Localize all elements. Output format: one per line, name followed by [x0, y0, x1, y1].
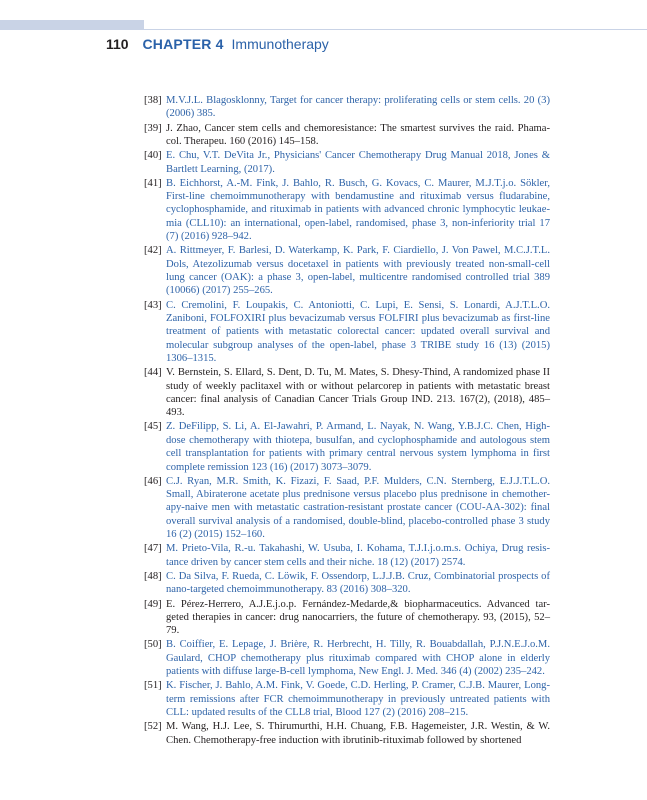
- reference-number: [48]: [144, 570, 162, 582]
- reference-number: [45]: [144, 421, 162, 433]
- reference-item: [144, 679, 550, 719]
- reference-text[interactable]: Z. DeFilipp, S. Li, A. El-Jawahri, P. Armand, L. Nayak, N. Wang, Y.B.J.C. Chen, High-dose chemotherapy with thiotepa, busulfan, and cyclophosphamide and autologous stem cell transplantation for patients with primary central nervous system lymphoma in first complete remission 123 (16) (2017) 3073–3079.: [166, 421, 550, 473]
- reference-text: V. Bernstein, S. Ellard, S. Dent, D. Tu, M. Mates, S. Dhesy-Thind, A randomized phase II study of weekly paclitaxel with or without pelarcorep in patients with metastatic breast cancer: final analysis of Canadian Cancer Trials Group IND. 213. 167(2), (2018), 485–493.: [166, 367, 550, 419]
- reference-text[interactable]: B. Coiffier, E. Lepage, J. Brière, R. Herbrecht, H. Tilly, R. Bouabdallah, P.J.N.E.J.o.M. Gaulard, CHOP chemotherapy plus rituximab compared with CHOP alone in elderly patients with diffuse large-B-cell lymphoma, New Engl. J. Med. 346 (4) (2002) 235–242.: [166, 639, 550, 678]
- reference-item: [144, 420, 550, 473]
- reference-item: [144, 570, 550, 597]
- reference-number: [50]: [144, 639, 162, 651]
- reference-item: [144, 720, 550, 747]
- reference-item: [144, 299, 550, 366]
- reference-item: [144, 149, 550, 176]
- reference-text: E. Pérez-Herrero, A.J.E.j.o.p. Fernández-Medarde,& biopharmaceutics. Advanced tar-geted therapies in cancer: drug nanocarriers, the future of chemotherapy. 93, (2015), 52–79.: [166, 598, 550, 637]
- reference-number: [44]: [144, 367, 162, 379]
- reference-number: [47]: [144, 543, 162, 555]
- reference-item: [144, 244, 550, 297]
- reference-number: [49]: [144, 598, 162, 610]
- reference-text[interactable]: C.J. Ryan, M.R. Smith, K. Fizazi, F. Saad, P.F. Mulders, C.N. Sternberg, E.J.J.T.L.O. Small, Abiraterone acetate plus prednisone versus placebo plus prednisone in chemother-apy-naive men with metastatic castration-resistant prostate cancer (COU-AA-302): final overall survival analysis of a randomised, double-blind, placebo-controlled phase 3 study 16 (2) (2015) 152–160.: [166, 475, 550, 541]
- reference-text: M. Wang, H.J. Lee, S. Thirumurthi, H.H. Chuang, F.B. Hagemeister, J.R. Westin, & W. Chen. Chemotherapy-free induction with ibrutinib-rituximab followed by shortened: [166, 721, 550, 746]
- reference-number: [42]: [144, 245, 162, 257]
- reference-number: [41]: [144, 177, 162, 189]
- reference-item: [144, 366, 550, 419]
- reference-text[interactable]: B. Eichhorst, A.-M. Fink, J. Bahlo, R. Busch, G. Kovacs, C. Maurer, M.J.T.j.o. Sökler, First-line chemoimmunotherapy with bendamustine and rituximab versus fludarabine, cyclophosphamide, and rituximab in patients with advanced chronic lymphocytic leukae-mia (CLL10): an international, open-label, randomised, phase 3, non-inferiority trial 17 (7) (2016) 928–942.: [166, 177, 550, 243]
- reference-number: [51]: [144, 680, 162, 692]
- reference-list: [144, 94, 550, 748]
- reference-item: [144, 122, 550, 149]
- reference-item: [144, 475, 550, 542]
- reference-text[interactable]: E. Chu, V.T. DeVita Jr., Physicians' Cancer Chemotherapy Drug Manual 2018, Jones & Bartlett Learning, (2017).: [166, 150, 550, 175]
- reference-text: J. Zhao, Cancer stem cells and chemoresistance: The smartest survives the raid. Phama-col. Therapeu. 160 (2016) 145–158.: [166, 122, 550, 147]
- reference-number: [40]: [144, 150, 162, 162]
- reference-item: [144, 542, 550, 569]
- reference-text[interactable]: A. Rittmeyer, F. Barlesi, D. Waterkamp, K. Park, F. Ciardiello, J. Von Pawel, M.C.J.T.L. Dols, Atezolizumab versus docetaxel in patients with previously treated non-small-cell lung cancer (OAK): a phase 3, open-label, multicentre randomised controlled trial 389 (10066) (2017) 255–265.: [166, 245, 550, 297]
- reference-text[interactable]: K. Fischer, J. Bahlo, A.M. Fink, V. Goede, C.D. Herling, P. Cramer, C.J.B. Maurer, Long-term remissions after FCR chemoimmunotherapy in previously untreated patients with CLL: updated results of the CLL8 trial, Blood 127 (2) (2016) 208–215.: [166, 680, 550, 719]
- chapter-label: CHAPTER 4: [142, 36, 224, 52]
- reference-item: [144, 638, 550, 678]
- reference-text[interactable]: M. Prieto-Vila, R.-u. Takahashi, W. Usuba, I. Kohama, T.J.I.j.o.m.s. Ochiya, Drug resis-tance driven by cancer stem cells and their niche. 18 (12) (2017) 2574.: [166, 543, 550, 568]
- reference-item: [144, 598, 550, 638]
- reference-item: [144, 94, 550, 121]
- reference-number: [52]: [144, 721, 162, 733]
- header-rule: [144, 29, 647, 30]
- reference-item: [144, 177, 550, 244]
- reference-number: [39]: [144, 122, 162, 134]
- reference-text[interactable]: C. Da Silva, F. Rueda, C. Löwik, F. Ossendorp, L.J.J.B. Cruz, Combinatorial prospects of nano-targeted chemoimmunotherapy. 83 (2016) 308–320.: [166, 570, 550, 596]
- reference-number: [38]: [144, 95, 162, 106]
- reference-number: [43]: [144, 299, 162, 311]
- running-header: [106, 35, 329, 53]
- header-accent-bar: [0, 20, 144, 30]
- reference-text[interactable]: M.V.J.L. Blagosklonny, Target for cancer therapy: proliferating cells or stem cells. 20 (3) (2006) 385.: [166, 95, 550, 120]
- reference-number: [46]: [144, 475, 162, 487]
- page-number: 110: [106, 36, 129, 52]
- reference-text[interactable]: C. Cremolini, F. Loupakis, C. Antoniotti, C. Lupi, E. Sensi, S. Lonardi, A.J.T.L.O. Zaniboni, FOLFOXIRI plus bevacizumab versus FOLFIRI plus bevacizumab as first-line treatment of patients with metastatic colorectal cancer: updated overall survival and molecular subgroup analyses of the open-label, phase 3 TRIBE study 16 (13) (2015) 1306–1315.: [166, 299, 550, 364]
- chapter-title: Immunotherapy: [231, 36, 329, 52]
